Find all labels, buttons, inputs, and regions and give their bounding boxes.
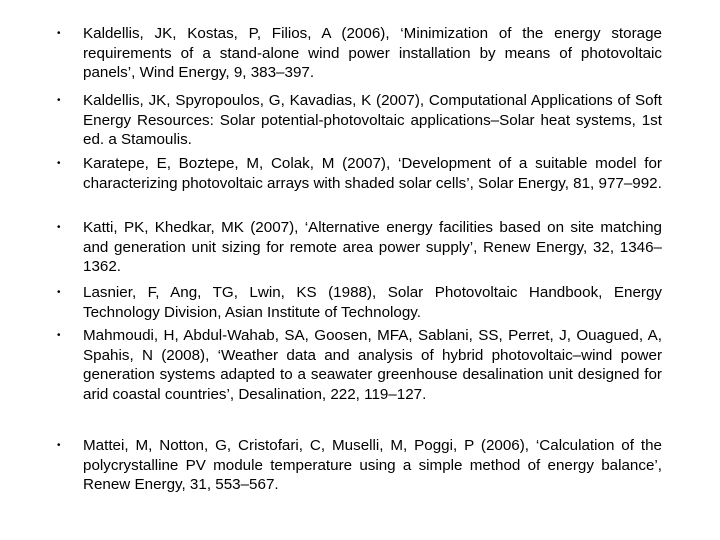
bullet-icon: • — [57, 158, 61, 169]
bullet-icon: • — [57, 330, 61, 341]
reference-text: Katti, PK, Khedkar, MK (2007), ‘Alternative energy facilities based on site matching and generation unit sizing for remote area power supply’, Renew Energy, 32, 1346–1362. — [83, 219, 662, 275]
bullet-icon: • — [57, 440, 61, 451]
bullet-icon: • — [57, 95, 61, 106]
reference-text: Lasnier, F, Ang, TG, Lwin, KS (1988), Solar Photovoltaic Handbook, Energy Technology Division, Asian Institute of Technology. — [83, 284, 662, 321]
reference-text: Mahmoudi, H, Abdul-Wahab, SA, Goosen, MFA, Sablani, SS, Perret, J, Ouagued, A, Spahis, N (2008), ‘Weather data and analysis of hybrid photovoltaic–wind power generation systems adapted to a seawater greenhouse desalination unit designed for arid coastal countries’, Desalination, 222, 119–127. — [83, 327, 662, 403]
reference-text: Kaldellis, JK, Spyropoulos, G, Kavadias, K (2007), Computational Applications of Soft Energy Resources: Solar potential-photovoltaic applications–Solar heat systems, 1st ed. a Stamoulis. — [83, 92, 662, 148]
bullet-icon: • — [57, 287, 61, 298]
reference-text: Kaldellis, JK, Kostas, P, Filios, A (2006), ‘Minimization of the energy storage requirements of a stand-alone wind power installation by means of photovoltaic panels’, Wind Energy, 9, 383–397. — [83, 25, 662, 81]
bullet-icon: • — [57, 28, 61, 39]
reference-text: Karatepe, E, Boztepe, M, Colak, M (2007), ‘Development of a suitable model for characterizing photovoltaic arrays with shaded solar cells’, Solar Energy, 81, 977–992. — [83, 155, 662, 192]
reference-text: Mattei, M, Notton, G, Cristofari, C, Muselli, M, Poggi, P (2006), ‘Calculation of the polycrystalline PV module temperature using a simple method of energy balance’, Renew Energy, 31, 553–567. — [83, 437, 662, 493]
bullet-icon: • — [57, 222, 61, 233]
